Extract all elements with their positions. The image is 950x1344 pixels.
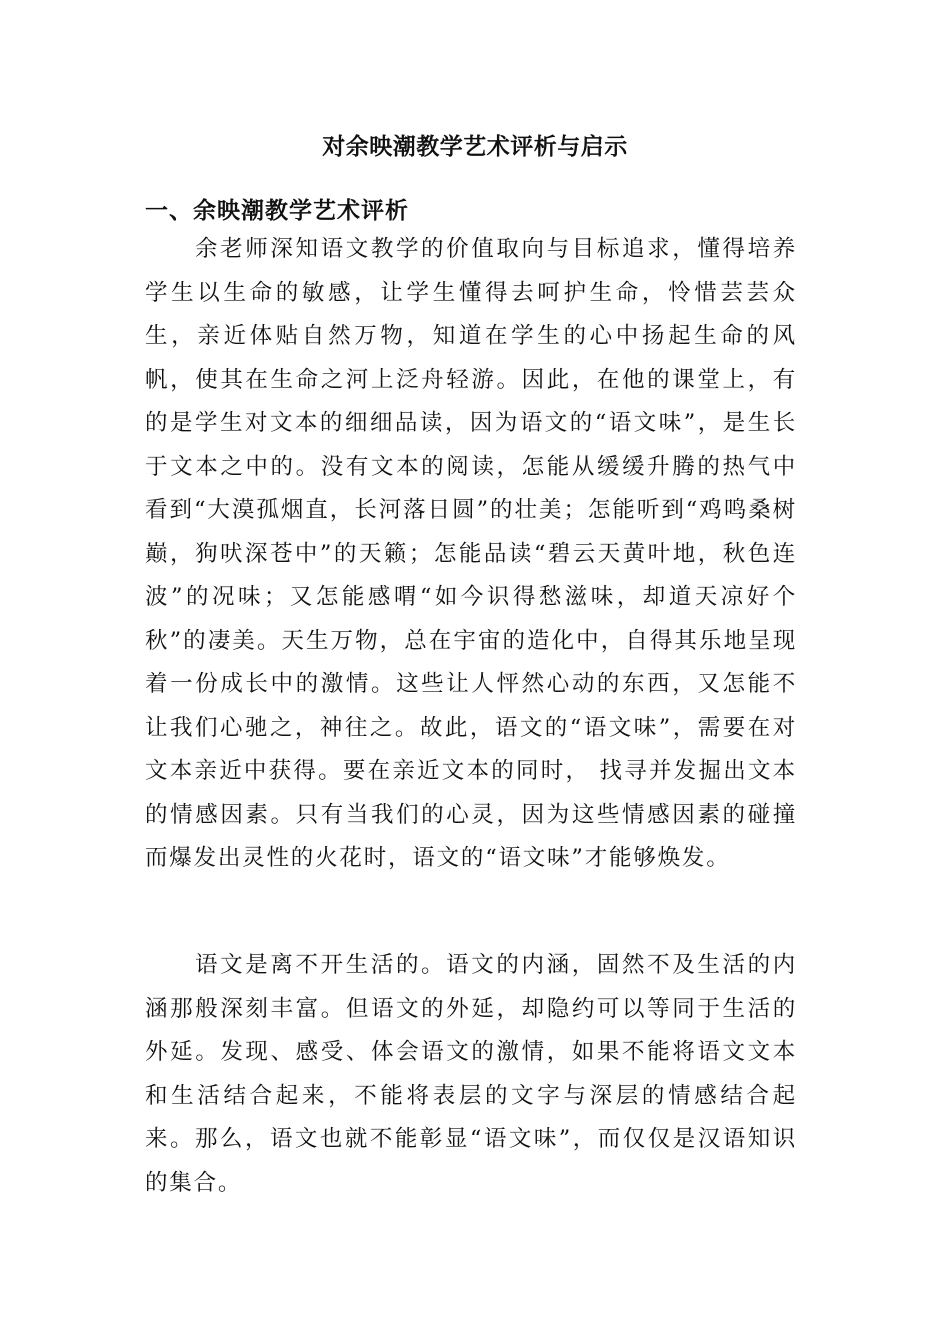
document-title: 对余映潮教学艺术评析与启示 [322,134,628,161]
body-paragraph-2: 语文是离不开生活的。语文的内涵，固然不及生活的内涵那般深刻丰富。但语文的外延，却隐约可以等同于生活的外延。发现、感受、体会语文的激情，如果不能将语文文本和生活结合起来，不能将表层的文字与深层的情感结合起来。那么，语文也就不能彰显“语文味”，而仅仅是汉语知识的集合。 [145,952,797,1196]
section-heading: 一、余映潮教学艺术评析 [145,198,409,225]
body-paragraph-1: 余老师深知语文教学的价值取向与目标追求，懂得培养学生以生命的敏感，让学生懂得去呵护生命，怜惜芸芸众生，亲近体贴自然万物，知道在学生的心中扬起生命的风帆，使其在生命之河上泛舟轻游。因此，在他的课堂上，有的是学生对文本的细细品读，因为语文的“语文味”，是生长于文本之中的。没有文本的阅读，怎能从缓缓升腾的热气中看到“大漠孤烟直，长河落日圆”的壮美；怎能听到“鸡鸣桑树巅，狗吠深苍中”的天籁；怎能品读“碧云天黄叶地，秋色连波”的况味；又怎能感喟“如今识得愁滋味，却道天凉好个秋”的凄美。天生万物，总在宇宙的造化中，自得其乐地呈现着一份成长中的激情。这些让人怦然心动的东西，又怎能不让我们心驰之，神往之。故此，语文的“语文味”，需要在对文本亲近中获得。要在亲近文本的同时， 找寻并发掘出文本的情感因素。只有当我们的心灵，因为这些情感因素的碰撞而爆发出灵性的火花时，语文的“语文味”才能够焕发。 [145,236,797,871]
